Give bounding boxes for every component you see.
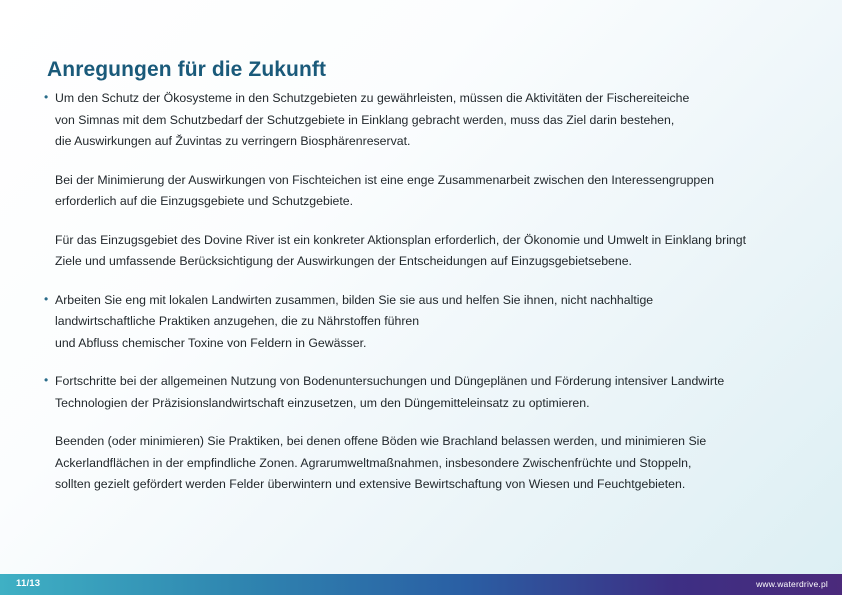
paragraph-line: Für das Einzugsgebiet des Dovine River ist ein konkreter Aktionsplan erforderlich, der Ökonomie und Umwelt in Einklang bringt [55, 232, 747, 247]
content-block [44, 170, 842, 213]
paragraph [44, 431, 842, 496]
paragraph-line: • Arbeiten Sie eng mit lokalen Landwirten zusammen, bilden Sie sie aus und helfen Sie ihnen, nicht nachhaltige [55, 292, 654, 307]
bullet-paragraph [44, 290, 842, 355]
content-block [44, 88, 842, 153]
page-number: 11/13 [16, 578, 41, 589]
slide-body [44, 88, 842, 496]
paragraph-line: erforderlich auf die Einzugsgebiete und Schutzgebiete. [55, 194, 354, 208]
slide-footer [0, 574, 842, 595]
paragraph [44, 170, 842, 213]
content-block [44, 290, 842, 355]
content-block [44, 431, 842, 496]
page-title: Anregungen für die Zukunft [47, 58, 327, 82]
bullet-paragraph [44, 88, 842, 153]
paragraph-line: landwirtschaftliche Praktiken anzugehen, die zu Nährstoffen führen [55, 314, 420, 328]
paragraph-line: von Simnas mit dem Schutzbedarf der Schutzgebiete in Einklang gebracht werden, muss das Ziel darin bestehen, [55, 112, 675, 127]
paragraph-line: • Fortschritte bei der allgemeinen Nutzung von Bodenuntersuchungen und Düngeplänen und Förderung intensiver Landwirte [55, 374, 725, 388]
bullet-paragraph [44, 371, 842, 414]
paragraph-line: • Um den Schutz der Ökosysteme in den Schutzgebieten zu gewährleisten, müssen die Aktivitäten der Fischereiteiche [55, 91, 690, 105]
content-block [44, 371, 842, 414]
paragraph [44, 230, 842, 273]
content-block [44, 230, 842, 273]
website-url[interactable]: www.waterdrive.pl [756, 579, 828, 589]
paragraph-line: und Abfluss chemischer Toxine von Feldern in Gewässer. [55, 335, 367, 350]
paragraph-line: Ziele und umfassende Berücksichtigung der Auswirkungen der Entscheidungen auf Einzugsgebietsebene. [55, 254, 632, 268]
paragraph-line: sollten gezielt gefördert werden Felder überwintern und extensive Bewirtschaftung von Wiesen und Feuchtgebieten. [55, 477, 686, 491]
paragraph-line: Bei der Minimierung der Auswirkungen von Fischteichen ist eine enge Zusammenarbeit zwischen den Interessengruppen [55, 172, 714, 187]
paragraph-line: Ackerlandflächen in der empfindliche Zonen. Agrarumweltmaßnahmen, insbesondere Zwischenfrüchte und Stoppeln, [55, 455, 692, 470]
paragraph-line: Technologien der Präzisionslandwirtschaft einzusetzen, um den Düngemitteleinsatz zu optimieren. [55, 395, 590, 410]
paragraph-line: Beenden (oder minimieren) Sie Praktiken, bei denen offene Böden wie Brachland belassen werden, und minimieren Sie [55, 434, 707, 448]
paragraph-line: die Auswirkungen auf Žuvintas zu verringern Biosphärenreservat. [55, 134, 411, 148]
